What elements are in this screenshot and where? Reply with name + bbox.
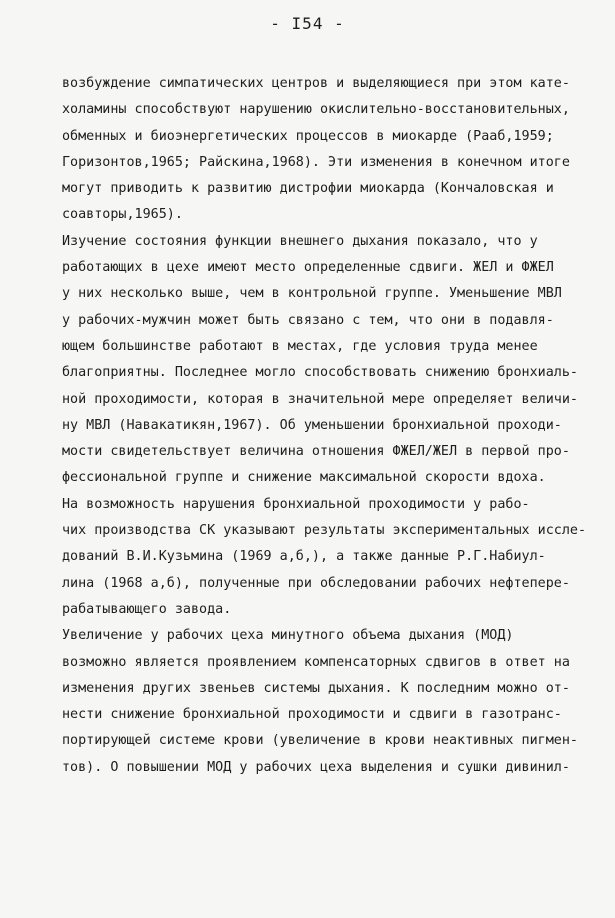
page-number: - I54 - xyxy=(270,14,345,33)
paragraph xyxy=(62,229,602,492)
text-line: благоприятны. Последнее могло способствовать снижению бронхиаль- xyxy=(62,365,578,381)
text-line: рабатывающего завода. xyxy=(62,601,232,617)
text-line: Горизонтов,1965; Райскина,1968). Эти изменения в конечном итоге xyxy=(62,154,570,170)
text-line: работающих в цехе имеют место определенные сдвиги. ЖЕЛ и ФЖЕЛ xyxy=(62,260,554,276)
body-text xyxy=(62,71,602,781)
text-line: ной проходимости, которая в значительной мере определяет величи- xyxy=(62,391,578,407)
text-line: лина (1968 а,б), полученные при обследовании рабочих нефтепере- xyxy=(62,575,570,591)
text-line: нести снижение бронхиальной проходимости и сдвиги в газотранс- xyxy=(62,707,562,723)
text-line: возбуждение симпатических центров и выделяющиеся при этом кате- xyxy=(62,76,570,91)
paragraph xyxy=(62,492,602,623)
paragraph xyxy=(62,71,602,229)
text-line: ну МВЛ (Навакатикян,1967). Об уменьшении бронхиальной проходи- xyxy=(62,417,562,433)
paragraph xyxy=(62,623,602,781)
text-line: холамины способствуют нарушению окислительно-восстановительных, xyxy=(62,102,570,118)
text-line: портирующей системе крови (увеличение в крови неактивных пигмен- xyxy=(62,733,578,749)
text-line: у рабочих-мужчин может быть связано с тем, что они в подавля- xyxy=(62,312,554,328)
text-line: мости свидетельствует величина отношения ФЖЕЛ/ЖЕЛ в первой про- xyxy=(62,444,570,460)
text-line: могут приводить к развитию дистрофии миокарда (Кончаловская и xyxy=(62,181,554,197)
text-line: обменных и биоэнергетических процессов в миокарде (Рааб,1959; xyxy=(62,128,554,144)
text-line: изменения других звеньев системы дыхания. К последним можно от- xyxy=(62,680,570,696)
text-line: дований В.И.Кузьмина (1969 а,б,), а также данные Р.Г.Набиул- xyxy=(62,549,546,565)
text-line: Увеличение у рабочих цеха минутного объема дыхания (МОД) xyxy=(62,628,514,644)
text-line: фессиональной группе и снижение максимальной скорости вдоха. xyxy=(62,470,546,486)
text-line: ющем большинстве работают в местах, где условия труда менее xyxy=(62,338,538,354)
text-line: Изучение состояния функции внешнего дыхания показало, что у xyxy=(62,233,538,249)
text-line: чих производства СК указывают результаты экспериментальных иссле- xyxy=(62,523,587,539)
text-line: тов). О повышении МОД у рабочих цеха выделения и сушки дивинил- xyxy=(62,759,570,775)
text-line: возможно является проявлением компенсаторных сдвигов в ответ на xyxy=(62,654,570,670)
text-line: На возможность нарушения бронхиальной проходимости у рабо- xyxy=(62,496,530,512)
text-line: у них несколько выше, чем в контрольной группе. Уменьшение МВЛ xyxy=(62,286,562,302)
text-line: соавторы,1965). xyxy=(62,207,183,223)
